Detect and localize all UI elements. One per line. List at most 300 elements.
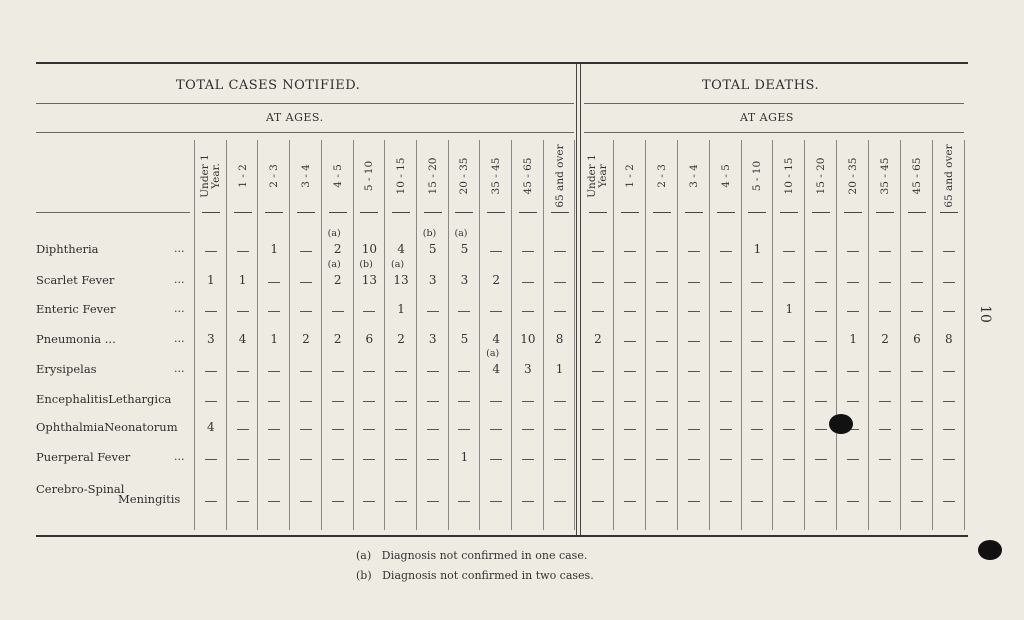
cases-col-header: 2 - 3: [267, 164, 280, 188]
deaths-empty-dash: [943, 501, 955, 502]
cases-empty-dash: [300, 501, 312, 502]
cases-empty-dash: [522, 282, 534, 283]
deaths-empty-dash: [688, 429, 700, 430]
row-label: OphthalmiaNeonatorum: [36, 420, 178, 434]
cases-empty-dash: [300, 459, 312, 460]
deaths-value: 6: [913, 332, 921, 346]
deaths-column-divider: [932, 140, 933, 530]
deaths-empty-dash: [688, 371, 700, 372]
section-divider: [580, 64, 581, 535]
cases-value: 1: [238, 273, 247, 287]
cases-empty-dash: [300, 251, 312, 252]
cases-value: 2: [492, 273, 500, 287]
leader-dots: ...: [174, 362, 185, 375]
deaths-column-divider: [900, 140, 901, 530]
cases-value: 1: [207, 273, 215, 287]
deaths-column-divider: [709, 140, 710, 530]
cases-col-underline: [551, 212, 569, 213]
cases-empty-dash: [458, 371, 470, 372]
cases-empty-dash: [427, 311, 439, 312]
cases-empty-dash: [300, 311, 312, 312]
ink-blot: [978, 540, 1002, 560]
cases-empty-dash: [554, 429, 566, 430]
cases-empty-dash: [427, 459, 439, 460]
cases-empty-dash: [490, 429, 502, 430]
cases-column-divider: [384, 140, 385, 530]
cases-empty-dash: [554, 311, 566, 312]
cases-column-divider: [448, 140, 449, 530]
deaths-empty-dash: [943, 251, 955, 252]
cases-column-divider: [321, 140, 322, 530]
deaths-empty-dash: [879, 429, 891, 430]
deaths-empty-dash: [879, 251, 891, 252]
deaths-empty-dash: [751, 401, 763, 402]
deaths-empty-dash: [911, 429, 923, 430]
row-label-cont: Meningitis: [118, 492, 181, 506]
cases-title-rule: [36, 103, 574, 104]
cases-value: 10: [361, 242, 377, 256]
deaths-empty-dash: [624, 341, 636, 342]
cases-value: 3: [207, 332, 215, 346]
deaths-empty-dash: [720, 371, 732, 372]
deaths-value: 8: [945, 332, 953, 346]
deaths-empty-dash: [815, 429, 827, 430]
footnote-marker: (a): [486, 348, 500, 359]
cases-col-underline: [297, 212, 315, 213]
cases-value: 5: [460, 242, 469, 256]
deaths-empty-dash: [656, 459, 668, 460]
leader-dots: ...: [174, 332, 185, 345]
deaths-title: TOTAL DEATHS.: [702, 78, 820, 93]
deaths-empty-dash: [911, 459, 923, 460]
cases-empty-dash: [332, 401, 344, 402]
deaths-empty-dash: [783, 459, 795, 460]
cases-empty-dash: [363, 401, 375, 402]
deaths-empty-dash: [815, 341, 827, 342]
cases-empty-dash: [332, 371, 344, 372]
deaths-empty-dash: [624, 429, 636, 430]
cases-empty-dash: [522, 251, 534, 252]
cases-value: 2: [333, 332, 342, 346]
deaths-empty-dash: [751, 459, 763, 460]
cases-col-underline: [424, 212, 442, 213]
row-label: Diphtheria: [36, 242, 99, 256]
deaths-col-underline: [780, 212, 798, 213]
cases-empty-dash: [490, 401, 502, 402]
cases-value: 1: [460, 450, 469, 464]
deaths-empty-dash: [847, 282, 859, 283]
row-label: Enteric Fever: [36, 302, 116, 316]
deaths-empty-dash: [943, 459, 955, 460]
deaths-col-underline: [876, 212, 894, 213]
cases-empty-dash: [205, 459, 217, 460]
deaths-empty-dash: [943, 371, 955, 372]
cases-empty-dash: [237, 311, 249, 312]
cases-value: 1: [270, 332, 279, 346]
deaths-empty-dash: [879, 401, 891, 402]
cases-col-underline: [519, 212, 537, 213]
footnote-marker: (a): [327, 228, 341, 239]
cases-empty-dash: [458, 501, 470, 502]
cases-value: 2: [333, 242, 342, 256]
deaths-col-header: 2 - 3: [655, 164, 668, 188]
deaths-col-underline: [940, 212, 958, 213]
deaths-empty-dash: [815, 401, 827, 402]
deaths-empty-dash: [911, 251, 923, 252]
cases-column-divider: [511, 140, 512, 530]
deaths-at-ages: AT AGES: [740, 111, 794, 124]
deaths-value: 1: [785, 302, 794, 316]
cases-value: 13: [361, 273, 377, 287]
cases-col-header: 65 and over: [553, 144, 566, 208]
cases-empty-dash: [363, 501, 375, 502]
cases-value: 8: [555, 332, 564, 346]
row-label: Erysipelas: [36, 362, 97, 376]
deaths-empty-dash: [688, 341, 700, 342]
deaths-empty-dash: [815, 371, 827, 372]
deaths-col-header: 65 and over: [942, 144, 955, 208]
deaths-empty-dash: [688, 501, 700, 502]
deaths-empty-dash: [592, 371, 604, 372]
deaths-empty-dash: [592, 429, 604, 430]
deaths-empty-dash: [656, 282, 668, 283]
deaths-empty-dash: [815, 311, 827, 312]
leader-dots: ...: [174, 450, 185, 463]
deaths-empty-dash: [592, 311, 604, 312]
deaths-empty-dash: [815, 459, 827, 460]
deaths-col-header: 4 - 5: [719, 164, 732, 188]
cases-empty-dash: [268, 501, 280, 502]
deaths-empty-dash: [815, 501, 827, 502]
deaths-col-header: Under 1 Year: [585, 154, 609, 198]
deaths-empty-dash: [879, 459, 891, 460]
cases-empty-dash: [205, 311, 217, 312]
footnote-b: (b) Diagnosis not confirmed in two cases.: [356, 569, 594, 582]
cases-empty-dash: [300, 282, 312, 283]
deaths-empty-dash: [911, 371, 923, 372]
cases-value: 2: [302, 332, 310, 346]
deaths-column-divider: [964, 140, 965, 530]
deaths-empty-dash: [783, 341, 795, 342]
deaths-empty-dash: [624, 311, 636, 312]
cases-value: 1: [270, 242, 279, 256]
deaths-empty-dash: [911, 401, 923, 402]
deaths-empty-dash: [688, 251, 700, 252]
cases-empty-dash: [427, 429, 439, 430]
cases-empty-dash: [395, 501, 407, 502]
footnote-marker: (a): [391, 259, 405, 270]
cases-empty-dash: [427, 371, 439, 372]
cases-empty-dash: [395, 459, 407, 460]
cases-empty-dash: [554, 401, 566, 402]
cases-empty-dash: [395, 401, 407, 402]
deaths-empty-dash: [943, 311, 955, 312]
deaths-empty-dash: [688, 282, 700, 283]
cases-empty-dash: [522, 459, 534, 460]
row-label: Pneumonia ...: [36, 332, 116, 346]
bottom-rule: [36, 535, 968, 537]
deaths-value: 2: [881, 332, 889, 346]
deaths-empty-dash: [592, 501, 604, 502]
deaths-col-underline: [621, 212, 639, 213]
footnote-marker: (a): [454, 228, 468, 239]
cases-empty-dash: [332, 311, 344, 312]
cases-value: 4: [397, 242, 405, 256]
cases-empty-dash: [522, 501, 534, 502]
deaths-empty-dash: [751, 341, 763, 342]
cases-at-ages: AT AGES.: [266, 111, 324, 124]
cases-value: 4: [492, 332, 500, 346]
cases-empty-dash: [300, 429, 312, 430]
cases-empty-dash: [522, 429, 534, 430]
deaths-empty-dash: [656, 341, 668, 342]
cases-empty-dash: [490, 459, 502, 460]
cases-col-header: 15 - 20: [426, 157, 439, 195]
deaths-empty-dash: [815, 251, 827, 252]
cases-empty-dash: [554, 251, 566, 252]
cases-col-header: 10 - 15: [394, 157, 407, 195]
cases-empty-dash: [554, 459, 566, 460]
deaths-value: 2: [594, 332, 602, 346]
deaths-column-divider: [868, 140, 869, 530]
cases-value: 5: [460, 332, 469, 346]
footnote-marker: (b): [359, 259, 373, 270]
cases-empty-dash: [300, 371, 312, 372]
cases-empty-dash: [237, 401, 249, 402]
row-label: EncephalitisLethargica: [36, 392, 172, 406]
deaths-empty-dash: [720, 341, 732, 342]
cases-empty-dash: [395, 429, 407, 430]
deaths-col-underline: [717, 212, 735, 213]
deaths-empty-dash: [943, 401, 955, 402]
cases-empty-dash: [237, 501, 249, 502]
cases-value: 3: [428, 273, 437, 287]
cases-col-header: 3 - 4: [299, 164, 312, 188]
top-rule: [36, 62, 968, 64]
cases-empty-dash: [268, 311, 280, 312]
deaths-empty-dash: [847, 311, 859, 312]
deaths-empty-dash: [624, 459, 636, 460]
row-label: Scarlet Fever: [36, 273, 115, 287]
deaths-empty-dash: [847, 501, 859, 502]
page-number: 10: [976, 305, 993, 323]
cases-value: 3: [460, 273, 469, 287]
deaths-empty-dash: [656, 371, 668, 372]
cases-empty-dash: [268, 401, 280, 402]
cases-empty-dash: [300, 401, 312, 402]
deaths-empty-dash: [751, 282, 763, 283]
deaths-column-divider: [804, 140, 805, 530]
deaths-col-underline: [685, 212, 703, 213]
cases-empty-dash: [458, 311, 470, 312]
deaths-column-divider: [836, 140, 837, 530]
cases-col-header: 5 - 10: [362, 160, 375, 192]
cases-column-divider: [226, 140, 227, 530]
deaths-col-header: 3 - 4: [687, 164, 700, 188]
deaths-empty-dash: [879, 501, 891, 502]
deaths-empty-dash: [751, 311, 763, 312]
cases-empty-dash: [363, 371, 375, 372]
deaths-column-divider: [772, 140, 773, 530]
cases-empty-dash: [332, 429, 344, 430]
deaths-col-underline: [589, 212, 607, 213]
cases-col-header: 4 - 5: [331, 164, 344, 188]
deaths-empty-dash: [656, 501, 668, 502]
cases-empty-dash: [522, 401, 534, 402]
deaths-title-rule: [584, 103, 964, 104]
leader-dots: ...: [174, 273, 185, 286]
cases-col-header: 45 - 65: [521, 157, 534, 195]
cases-empty-dash: [363, 429, 375, 430]
deaths-empty-dash: [720, 501, 732, 502]
deaths-empty-dash: [720, 429, 732, 430]
cases-col-header: 20 - 35: [457, 157, 470, 195]
cases-empty-dash: [395, 371, 407, 372]
cases-col-underline: [202, 212, 220, 213]
cases-column-divider: [194, 140, 195, 530]
deaths-col-underline: [748, 212, 766, 213]
deaths-empty-dash: [943, 429, 955, 430]
cases-empty-dash: [363, 459, 375, 460]
deaths-empty-dash: [592, 459, 604, 460]
cases-col-underline: [487, 212, 505, 213]
deaths-col-underline: [812, 212, 830, 213]
cases-value: 3: [524, 362, 532, 376]
cases-col-underline: [455, 212, 473, 213]
cases-empty-dash: [237, 459, 249, 460]
deaths-empty-dash: [879, 371, 891, 372]
leader-dots: ...: [174, 242, 185, 255]
deaths-col-underline: [844, 212, 862, 213]
deaths-col-header: 45 - 65: [910, 157, 923, 195]
cases-column-divider: [289, 140, 290, 530]
cases-empty-dash: [554, 282, 566, 283]
deaths-col-underline: [908, 212, 926, 213]
deaths-empty-dash: [688, 459, 700, 460]
cases-empty-dash: [268, 282, 280, 283]
cases-value: 4: [238, 332, 247, 346]
deaths-value: 1: [753, 242, 762, 256]
row-label: Cerebro-Spinal: [36, 482, 125, 496]
cases-column-divider: [257, 140, 258, 530]
deaths-empty-dash: [624, 282, 636, 283]
deaths-empty-dash: [592, 401, 604, 402]
deaths-empty-dash: [751, 371, 763, 372]
deaths-empty-dash: [720, 459, 732, 460]
deaths-col-header: 35 - 45: [878, 157, 891, 195]
cases-empty-dash: [490, 251, 502, 252]
deaths-empty-dash: [720, 311, 732, 312]
deaths-empty-dash: [624, 251, 636, 252]
cases-empty-dash: [237, 371, 249, 372]
deaths-empty-dash: [847, 401, 859, 402]
deaths-empty-dash: [656, 311, 668, 312]
cases-empty-dash: [268, 459, 280, 460]
footnote-marker: (b): [422, 228, 437, 239]
cases-col-underline: [392, 212, 410, 213]
deaths-empty-dash: [720, 401, 732, 402]
deaths-empty-dash: [783, 251, 795, 252]
deaths-column-divider: [677, 140, 678, 530]
cases-empty-dash: [490, 501, 502, 502]
deaths-empty-dash: [783, 282, 795, 283]
cases-column-divider: [574, 140, 575, 530]
footnote-marker: (a): [327, 259, 341, 270]
cases-column-divider: [479, 140, 480, 530]
cases-empty-dash: [458, 429, 470, 430]
cases-empty-dash: [237, 429, 249, 430]
deaths-value: 1: [849, 332, 857, 346]
deaths-empty-dash: [656, 251, 668, 252]
cases-col-header: Under 1 Year.: [198, 154, 222, 198]
cases-value: 4: [207, 420, 215, 434]
deaths-column-divider: [613, 140, 614, 530]
deaths-empty-dash: [847, 459, 859, 460]
deaths-empty-dash: [751, 501, 763, 502]
deaths-empty-dash: [592, 282, 604, 283]
deaths-empty-dash: [720, 282, 732, 283]
cases-value: 1: [555, 362, 564, 376]
cases-value: 6: [365, 332, 374, 346]
deaths-empty-dash: [783, 429, 795, 430]
deaths-empty-dash: [688, 311, 700, 312]
cases-value: 10: [520, 332, 536, 346]
cases-empty-dash: [522, 311, 534, 312]
deaths-col-header: 1 - 2: [623, 164, 636, 188]
cases-title: TOTAL CASES NOTIFIED.: [176, 78, 361, 93]
deaths-empty-dash: [624, 501, 636, 502]
deaths-empty-dash: [656, 429, 668, 430]
deaths-empty-dash: [592, 251, 604, 252]
cases-empty-dash: [490, 311, 502, 312]
cases-empty-dash: [268, 371, 280, 372]
deaths-col-header: 10 - 15: [782, 157, 795, 195]
label-underline: [36, 212, 190, 213]
cases-col-underline: [360, 212, 378, 213]
deaths-empty-dash: [751, 429, 763, 430]
cases-col-header: 35 - 45: [489, 157, 502, 195]
cases-col-underline: [265, 212, 283, 213]
section-divider: [576, 64, 577, 535]
ink-blot: [829, 414, 853, 434]
deaths-empty-dash: [783, 401, 795, 402]
deaths-empty-dash: [656, 401, 668, 402]
footnote-a: (a) Diagnosis not confirmed in one case.: [356, 549, 588, 562]
cases-column-divider: [543, 140, 544, 530]
row-label: Puerperal Fever: [36, 450, 131, 464]
cases-empty-dash: [554, 501, 566, 502]
cases-empty-dash: [363, 311, 375, 312]
deaths-column-divider: [645, 140, 646, 530]
leader-dots: ...: [174, 302, 185, 315]
deaths-ages-rule: [584, 132, 964, 133]
deaths-empty-dash: [783, 501, 795, 502]
cases-value: 3: [428, 332, 437, 346]
deaths-col-header: 5 - 10: [750, 160, 763, 192]
cases-value: 13: [393, 273, 409, 287]
deaths-empty-dash: [911, 501, 923, 502]
cases-empty-dash: [332, 501, 344, 502]
cases-column-divider: [353, 140, 354, 530]
cases-ages-rule: [36, 132, 574, 133]
cases-col-underline: [329, 212, 347, 213]
deaths-empty-dash: [815, 282, 827, 283]
deaths-empty-dash: [879, 282, 891, 283]
cases-empty-dash: [205, 501, 217, 502]
cases-column-divider: [416, 140, 417, 530]
cases-empty-dash: [205, 251, 217, 252]
deaths-empty-dash: [879, 311, 891, 312]
